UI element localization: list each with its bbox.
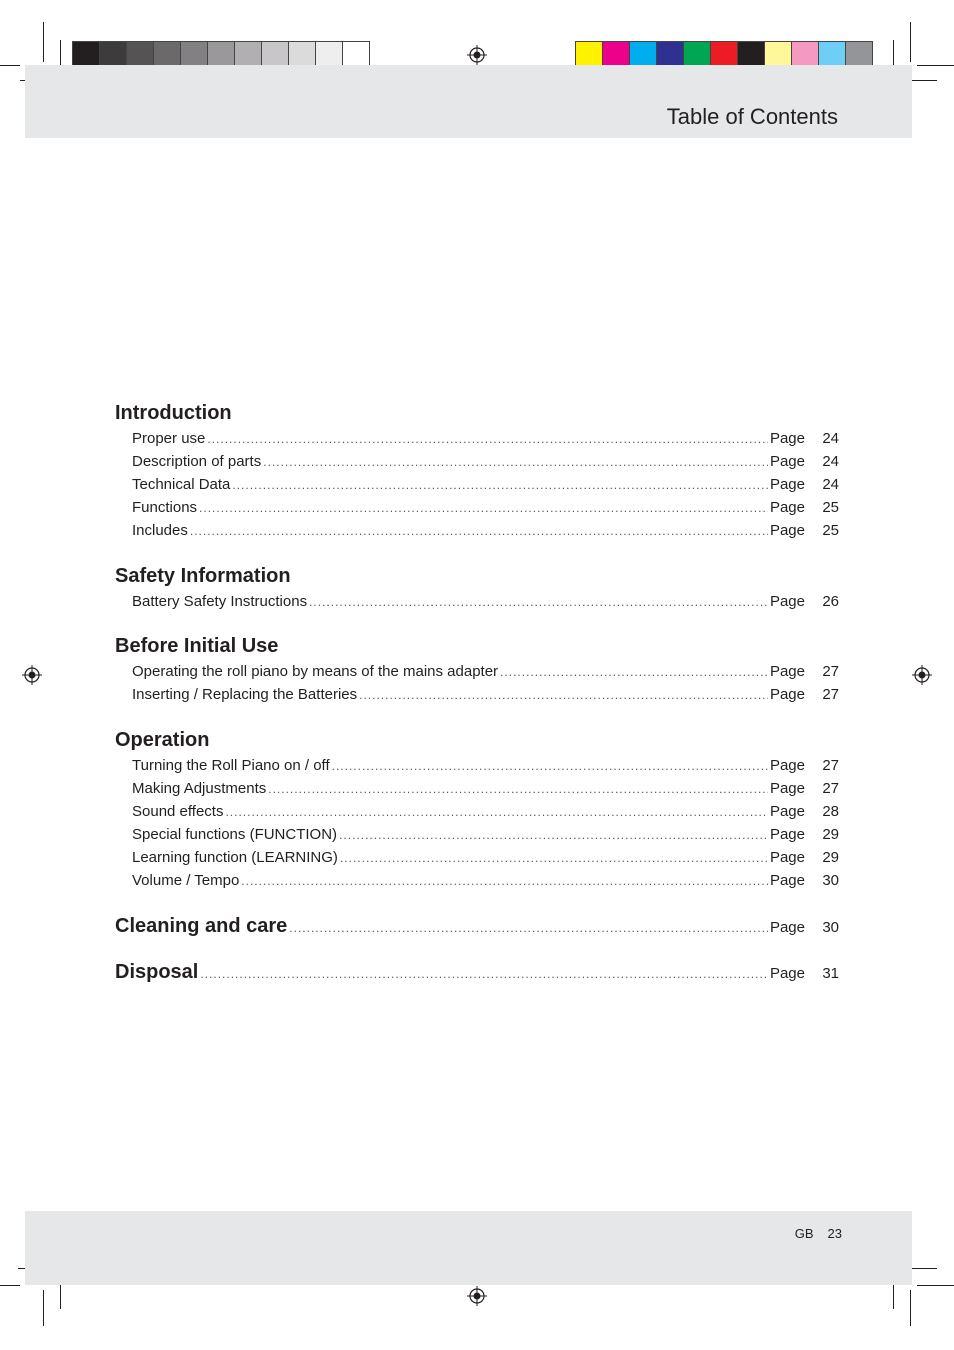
entry-label: Turning the Roll Piano on / off xyxy=(132,757,330,775)
language-code: GB xyxy=(794,1226,814,1241)
dot-leader xyxy=(232,475,768,497)
entry-label: Proper use xyxy=(132,430,206,447)
entry-page-number: 27 xyxy=(822,757,839,775)
toc-entry[interactable] xyxy=(115,428,839,451)
registration-mark-icon xyxy=(467,1286,487,1306)
dot-leader xyxy=(190,521,768,543)
page-word: Page xyxy=(769,663,805,681)
entry-page-number: 29 xyxy=(822,825,839,843)
page-title: Table of Contents xyxy=(666,104,838,129)
crop-mark xyxy=(910,22,911,62)
page-word: Page xyxy=(769,871,805,889)
dot-leader xyxy=(199,498,768,520)
page-word: Page xyxy=(769,430,805,447)
page-word: Page xyxy=(769,825,805,843)
entry-label: Description of parts xyxy=(132,452,262,470)
registration-mark-icon xyxy=(467,45,487,65)
dot-leader xyxy=(332,756,768,778)
entry-page-number: 31 xyxy=(822,964,839,982)
toc-entry[interactable] xyxy=(115,474,839,497)
page-word: Page xyxy=(769,780,805,798)
dot-leader xyxy=(207,429,768,451)
toc-section xyxy=(115,631,839,707)
entry-label: Inserting / Replacing the Batteries xyxy=(132,686,358,704)
toc-entry[interactable] xyxy=(115,847,839,870)
page-word: Page xyxy=(769,475,805,493)
entry-page-number: 24 xyxy=(822,452,839,470)
page-word: Page xyxy=(769,592,805,610)
registration-mark-icon xyxy=(22,665,42,685)
entry-label: Battery Safety Instructions xyxy=(132,592,308,610)
table-of-contents xyxy=(115,398,839,1003)
entry-label: Includes xyxy=(132,521,188,539)
entry-page-number: 30 xyxy=(822,918,839,936)
crop-mark xyxy=(893,1283,894,1309)
entry-label: Learning function (LEARNING) xyxy=(132,848,338,866)
entry-page-number: 29 xyxy=(822,848,839,866)
crop-mark xyxy=(893,40,894,68)
entry-page-number: 24 xyxy=(822,475,839,493)
section-title: Before Initial Use xyxy=(115,635,279,658)
entry-page-number: 27 xyxy=(822,663,839,681)
dot-leader xyxy=(263,452,768,474)
dot-leader xyxy=(500,662,768,684)
entry-label: Volume / Tempo xyxy=(132,871,240,889)
main-entry-label: Disposal xyxy=(115,960,199,983)
crop-mark xyxy=(43,22,44,62)
entry-page-number: 25 xyxy=(822,498,839,516)
entry-label: Operating the roll piano by means of the mains adapter xyxy=(132,663,499,681)
toc-entry[interactable] xyxy=(115,684,839,707)
section-title: Safety Information xyxy=(115,564,291,587)
footer-band xyxy=(25,1211,912,1285)
toc-section xyxy=(115,398,839,543)
toc-main-entry[interactable] xyxy=(115,957,839,989)
crop-mark xyxy=(60,1283,61,1309)
entry-page-number: 27 xyxy=(822,780,839,798)
toc-section xyxy=(115,725,839,892)
page-word: Page xyxy=(769,452,805,470)
entry-page-number: 26 xyxy=(822,592,839,610)
toc-section xyxy=(115,561,839,614)
entry-label: Functions xyxy=(132,498,198,516)
crop-mark xyxy=(917,65,954,66)
dot-leader xyxy=(309,592,768,614)
crop-mark xyxy=(60,40,61,68)
crop-mark xyxy=(917,1285,954,1286)
toc-entry[interactable] xyxy=(115,591,839,614)
section-title: Introduction xyxy=(115,402,232,424)
toc-entry[interactable] xyxy=(115,824,839,847)
page-word: Page xyxy=(769,498,805,516)
main-entry-label: Cleaning and care xyxy=(115,914,288,937)
toc-entry[interactable] xyxy=(115,497,839,520)
crop-mark xyxy=(43,1290,44,1326)
page-word: Page xyxy=(769,803,805,821)
toc-entry[interactable] xyxy=(115,451,839,474)
crop-mark xyxy=(0,1285,20,1286)
toc-entry[interactable] xyxy=(115,661,839,684)
dot-leader xyxy=(289,913,768,943)
entry-page-number: 25 xyxy=(822,521,839,539)
entry-label: Sound effects xyxy=(132,803,224,821)
dot-leader xyxy=(200,959,768,989)
entry-page-number: 27 xyxy=(822,686,839,704)
page-word: Page xyxy=(769,686,805,704)
dot-leader xyxy=(268,779,768,801)
entry-label: Technical Data xyxy=(132,475,231,493)
toc-main-entry[interactable] xyxy=(115,911,839,943)
page-word: Page xyxy=(769,964,805,982)
page-word: Page xyxy=(769,848,805,866)
toc-entry[interactable] xyxy=(115,520,839,543)
entry-label: Special functions (FUNCTION) xyxy=(132,825,338,843)
page-footer xyxy=(795,1226,842,1241)
crop-mark xyxy=(0,65,20,66)
toc-entry[interactable] xyxy=(115,778,839,801)
dot-leader xyxy=(241,871,768,893)
section-title: Operation xyxy=(115,729,210,752)
entry-label: Making Adjustments xyxy=(132,780,267,798)
page-word: Page xyxy=(769,918,805,936)
toc-entry[interactable] xyxy=(115,801,839,824)
entry-page-number: 30 xyxy=(822,871,839,889)
dot-leader xyxy=(225,802,767,824)
crop-mark xyxy=(910,1290,911,1326)
dot-leader xyxy=(359,685,768,707)
page-number: 23 xyxy=(827,1226,842,1241)
page-word: Page xyxy=(769,757,805,775)
toc-entry[interactable] xyxy=(115,870,839,893)
entry-page-number: 24 xyxy=(822,430,839,447)
dot-leader xyxy=(340,848,768,870)
registration-mark-icon xyxy=(912,665,932,685)
page-word: Page xyxy=(769,521,805,539)
entry-page-number: 28 xyxy=(822,803,839,821)
dot-leader xyxy=(339,825,768,847)
toc-entry[interactable] xyxy=(115,755,839,778)
